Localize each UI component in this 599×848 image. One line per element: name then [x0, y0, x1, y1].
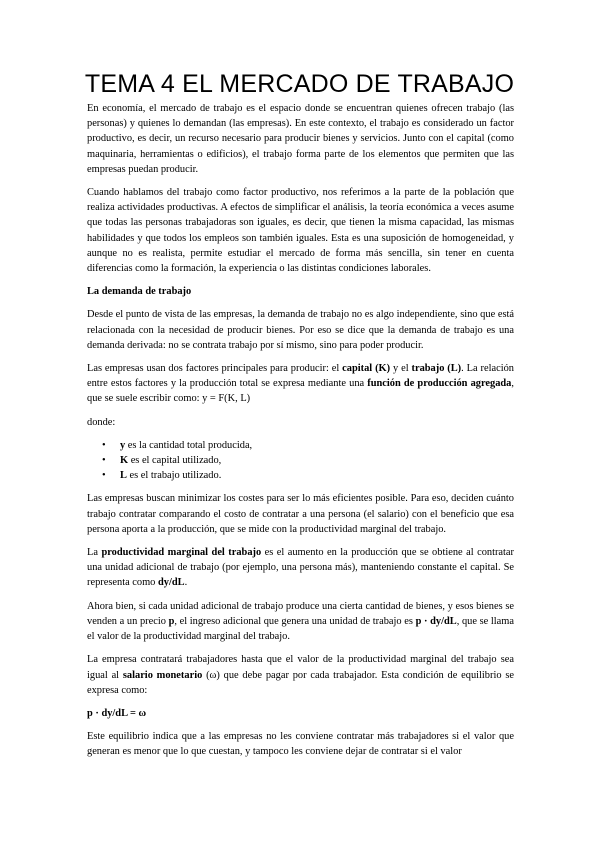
page-title: TEMA 4 EL MERCADO DE TRABAJO — [84, 70, 515, 98]
document-body — [87, 101, 514, 768]
text-span: y el — [390, 363, 412, 375]
text-span: . — [184, 577, 188, 589]
text-span: . La relación entre estos factores y la producción total se expresa mediante una — [87, 363, 514, 390]
list-item — [120, 438, 514, 453]
text-span: , que se llama el valor de la productividad marginal del trabajo. — [87, 615, 514, 643]
paragraph-derived-demand: Desde el punto de vista de las empresas, la demanda de trabajo no es algo independiente, sino que está relacionada con la necesidad de producir bienes. Por eso se dice que la demanda de trabajo es una demanda derivada: no se contrata trabajo por sí mismo, sino para poder producir. — [87, 309, 514, 351]
bold-term-funcion-produccion: función de producción agregada — [367, 378, 512, 390]
text-span: Las empresas usan dos factores principales para producir: el — [87, 363, 343, 375]
bold-term-capital: capital (K) — [342, 363, 391, 375]
bold-term-p-dydl: p · dy/dL — [415, 615, 457, 627]
text-span: (ω) que debe pagar por cada trabajador. Esta condición de equilibrio se expresa como: — [87, 669, 514, 696]
paragraph-equilibrium-meaning: Este equilibrio indica que a las empresas no les conviene contratar más trabajadores si el valor que generan es menor que lo que cuestan, y tampoco les conviene dejar de contratar si el valor — [87, 731, 514, 758]
text-span: La — [87, 547, 102, 559]
variable-list — [87, 438, 514, 484]
paragraph-homogeneity: Cuando hablamos del trabajo como factor productivo, nos referimos a la parte de la población que realiza actividades productivas. A efectos de simplificar el análisis, la teoría económica a veces asume que todas las personas trabajadoras son iguales, es decir, que tienen la misma capacidad, las mismas habilidades y que todos los empleos son también iguales. Esta es una suposición de homogeneidad, y aunque no es realista, permite estudiar el mercado de forma más sencilla, sin tener en cuenta diferencias como la formación, la experiencia o las distintas condiciones laborales. — [87, 187, 514, 275]
paragraph-equilibrium — [87, 652, 514, 698]
paragraph-marginal-productivity — [87, 545, 514, 591]
equilibrium-equation: p · dy/dL = ω — [87, 707, 147, 719]
paragraph-donde: donde: — [87, 416, 116, 428]
list-symbol: y — [120, 439, 126, 451]
section-heading-demanda: La demanda de trabajo — [87, 286, 192, 298]
text-span: es el aumento en la producción que se obtiene al contratar una unidad adicional de trabajo (por ejemplo, una persona más), manteniendo constante el capital. Se representa como — [87, 547, 515, 589]
text-span: La empresa contratará trabajadores hasta que el valor de la productividad marginal del trabajo sea igual al — [87, 654, 514, 681]
list-text: es el capital utilizado, — [128, 455, 222, 467]
bold-term-dydl: dy/dL — [157, 577, 185, 589]
paragraph-intro: En economía, el mercado de trabajo es el espacio donde se encuentran quienes ofrecen trabajo (las personas) y quienes lo demandan (las empresas). En este contexto, el trabajo es considerado un factor productivo, es decir, un recurso necesario para producir bienes y servicios. Junto con el capital (como maquinaria, herramientas o edificios), el trabajo forma parte de los elementos que permiten que las empresas puedan producir. — [87, 103, 514, 175]
text-span: , que se suele escribir como: y = F(K, L) — [87, 378, 514, 405]
list-symbol: L — [120, 470, 127, 482]
bold-term-trabajo: trabajo (L) — [411, 363, 462, 375]
list-text: es la cantidad total producida, — [125, 439, 253, 451]
bold-term-productividad-marginal: productividad marginal del trabajo — [101, 547, 262, 559]
bold-term-salario-monetario: salario monetario — [122, 669, 203, 681]
text-span: , el ingreso adicional que genera una unidad de trabajo es — [174, 615, 416, 627]
bold-term-price: p — [168, 615, 175, 627]
paragraph-production-function — [87, 361, 514, 407]
paragraph-costs: Las empresas buscan minimizar los costes para ser lo más eficientes posible. Para eso, deciden cuánto trabajo contratar comparando el costo de contratar a una persona (el salario) con el beneficio que esa persona aporta a la producción, que se mide con la productividad marginal del trabajo. — [87, 493, 514, 535]
list-item — [120, 453, 514, 468]
list-text: es el trabajo utilizado. — [126, 470, 222, 482]
list-symbol: K — [120, 455, 129, 467]
paragraph-marginal-value — [87, 599, 514, 645]
text-span: Ahora bien, si cada unidad adicional de trabajo produce una cierta cantidad de bienes, y esos bienes se venden a un precio — [87, 600, 514, 627]
list-item — [120, 468, 514, 483]
